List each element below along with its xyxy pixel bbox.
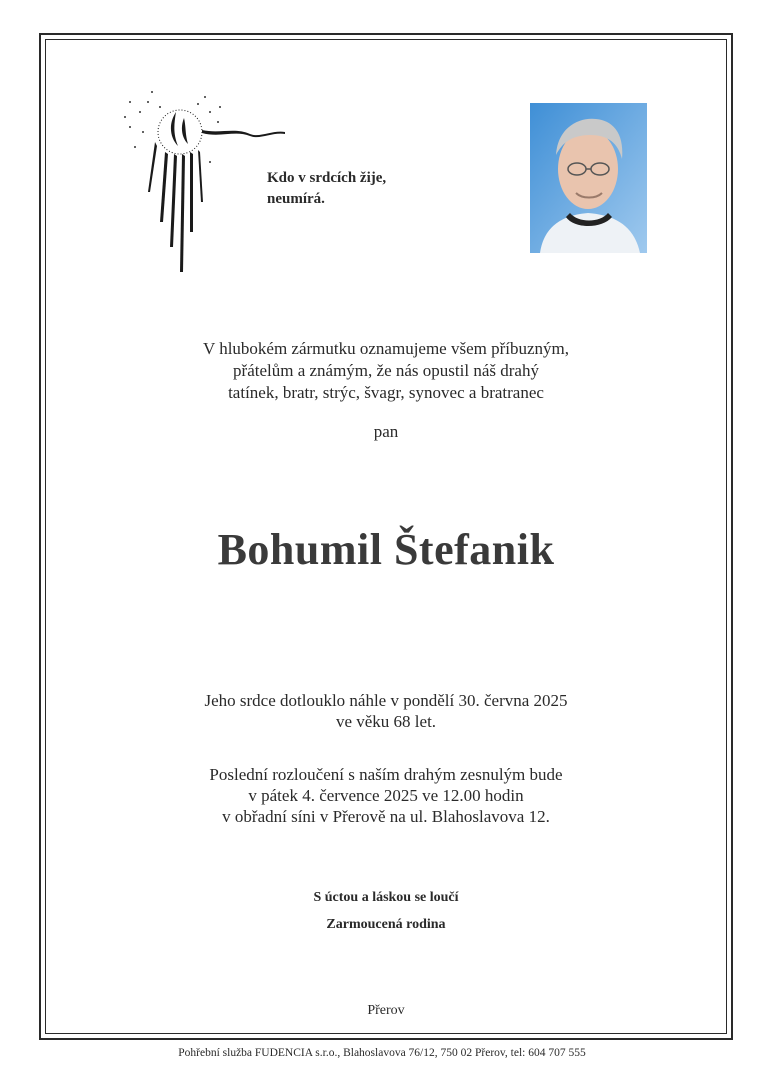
portrait-photo	[530, 103, 647, 253]
honorific: pan	[373, 422, 399, 441]
announcement-line: tatínek, bratr, strýc, švagr, synovec a bratranec	[228, 383, 544, 402]
funeral-line: v pátek 4. července 2025 ve 12.00 hodin	[248, 786, 524, 805]
announcement	[45, 338, 727, 404]
farewell-line: Zarmoucená rodina	[326, 917, 446, 932]
announcement-line: V hlubokém zármutku oznamujeme všem příbuzným,	[202, 339, 570, 358]
funeral-line: Poslední rozloučení s naším drahým zesnulým bude	[209, 765, 563, 784]
place-name: Přerov	[367, 1003, 405, 1018]
funeral-line: v obřadní síni v Přerově na ul. Blahoslavova 12.	[222, 807, 550, 826]
farewell	[45, 884, 727, 938]
death-line: Jeho srdce dotlouklo náhle v pondělí 30. června 2025	[204, 691, 568, 710]
motto-line: neumírá.	[267, 191, 325, 207]
motto	[267, 168, 386, 210]
announcement-line: přátelům a známým, že nás opustil náš drahý	[233, 361, 539, 380]
funeral-details	[45, 764, 727, 827]
deceased-name: Bohumil Štefanik	[217, 525, 555, 574]
motto-line: Kdo v srdcích žije,	[267, 170, 387, 186]
farewell-line: S úctou a láskou se loučí	[313, 890, 459, 905]
death-line: ve věku 68 let.	[335, 712, 437, 731]
candle-illustration	[110, 72, 290, 292]
death-notice	[45, 690, 727, 732]
funeral-service-footer: Pohřební služba FUDENCIA s.r.o., Blahoslavova 76/12, 750 02 Přerov, tel: 604 707 555	[178, 1047, 586, 1059]
